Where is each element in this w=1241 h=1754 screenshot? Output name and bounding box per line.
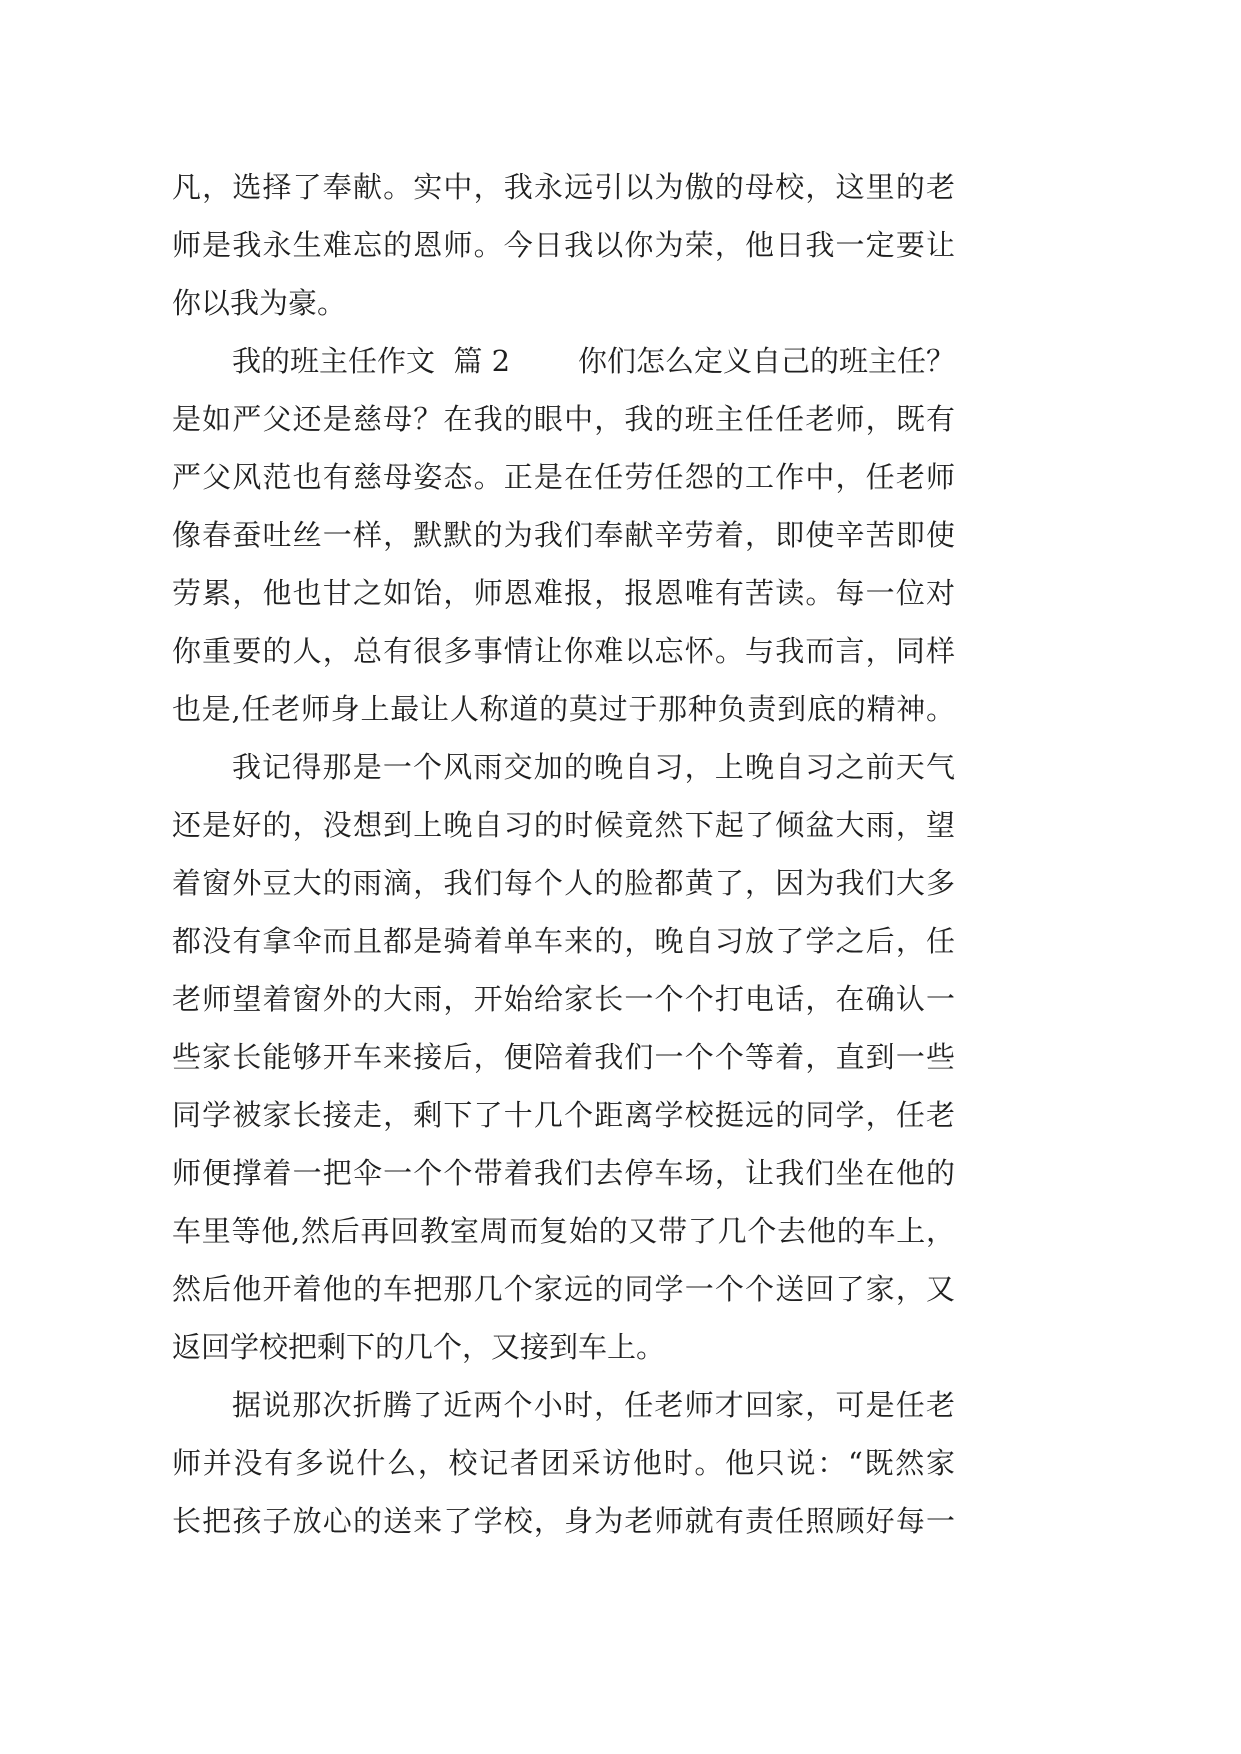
section-heading: 我的班主任作文 篇 2 [232,344,511,378]
text-line: 我记得那是一个风雨交加的晚自习，上晚自习之前天气 [232,750,955,784]
text-line: 还是好的，没想到上晚自习的时候竟然下起了倾盆大雨，望 [172,808,955,842]
text-line: 也是,任老师身上最让人称道的莫过于那种负责到底的精神。 [172,692,955,726]
text-line: 据说那次折腾了近两个小时，任老师才回家，可是任老 [232,1388,955,1422]
text-line: 师便撑着一把伞一个个带着我们去停车场，让我们坐在他的 [172,1156,955,1190]
text-line: 劳累，他也甘之如饴，师恩难报，报恩唯有苦读。每一位对 [172,576,955,610]
text-line: 长把孩子放心的送来了学校，身为老师就有责任照顾好每一 [172,1504,955,1538]
text-line: 老师望着窗外的大雨，开始给家长一个个打电话，在确认一 [172,982,955,1016]
text-line: 师并没有多说什么，校记者团采访他时。他只说：“既然家 [172,1446,955,1480]
section-heading-row [172,332,955,390]
text-line: 凡，选择了奉献。实中，我永远引以为傲的母校，这里的老 [172,170,955,204]
text-line: 像春蚕吐丝一样，默默的为我们奉献辛劳着，即使辛苦即使 [172,518,955,552]
text-line: 是如严父还是慈母？在我的眼中，我的班主任任老师，既有 [172,402,955,436]
text-line: 车里等他,然后再回教室周而复始的又带了几个去他的车上， [172,1214,955,1248]
body-text [172,158,955,1550]
text-line: 严父风范也有慈母姿态。正是在任劳任怨的工作中，任老师 [172,460,955,494]
text-line: 然后他开着他的车把那几个家远的同学一个个送回了家，又 [172,1272,955,1306]
text-line: 返回学校把剩下的几个，又接到车上。 [172,1330,666,1364]
text-line: 着窗外豆大的雨滴，我们每个人的脸都黄了，因为我们大多 [172,866,955,900]
text-line: 你们怎么定义自己的班主任？ [577,344,955,378]
text-line: 都没有拿伞而且都是骑着单车来的，晚自习放了学之后，任 [172,924,955,958]
text-line: 些家长能够开车来接后，便陪着我们一个个等着，直到一些 [172,1040,955,1074]
text-line: 师是我永生难忘的恩师。今日我以你为荣，他日我一定要让 [172,228,955,262]
text-line: 同学被家长接走，剩下了十几个距离学校挺远的同学，任老 [172,1098,955,1132]
text-line: 你以我为豪。 [172,286,347,320]
text-line: 你重要的人，总有很多事情让你难以忘怀。与我而言，同样 [172,634,955,668]
